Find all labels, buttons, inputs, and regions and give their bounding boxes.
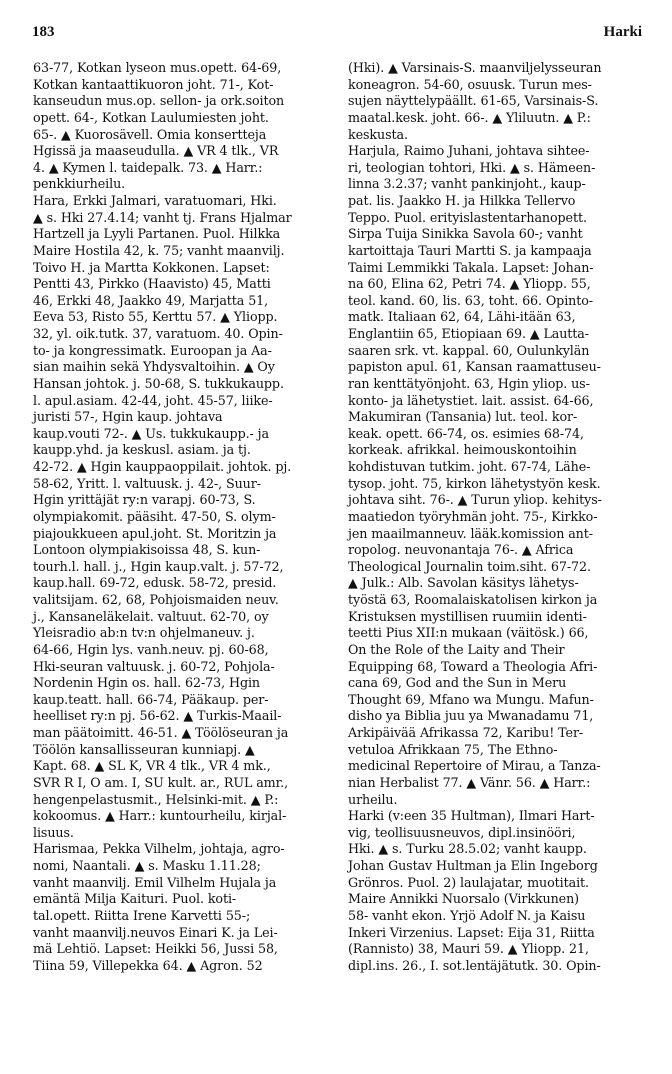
- text-line: Lontoon olympiakisoissa 48, S. kun-: [33, 542, 261, 558]
- text-line: teol. kand. 60, lis. 63, toht. 66. Opinto-: [348, 292, 593, 308]
- page-header: [32, 24, 642, 46]
- text-line: korkeak. afrikkal. heimouskontoihin: [348, 442, 577, 458]
- text-line: Harjula, Raimo Juhani, johtava sihtee-: [348, 143, 590, 159]
- text-line: 58-62, Yritt. l. valtuusk. j. 42-, Suur-: [33, 475, 261, 491]
- text-line: Kristuksen mystillisen ruumiin identi-: [348, 608, 587, 624]
- text-line: 46, Erkki 48, Jaakko 49, Marjatta 51,: [33, 292, 269, 308]
- text-line: 4. ▲ Kymen l. taidepalk. 73. ▲ Harr.:: [33, 159, 263, 175]
- text-line: Nordenin Hgin os. hall. 62-73, Hgin: [33, 675, 261, 691]
- text-line: tal.opett. Riitta Irene Karvetti 55-;: [33, 907, 251, 923]
- text-line: man päätoimitt. 46-51. ▲ Töölöseuran ja: [33, 725, 289, 740]
- text-line: penkkiurheilu.: [33, 176, 126, 192]
- text-line: Theological Journalin toim.siht. 67-72.: [348, 558, 591, 574]
- text-line: Hartzell ja Lyyli Partanen. Puol. Hilkka: [33, 226, 281, 242]
- text-line: maatiedon työryhmän joht. 75-, Kirkko-: [348, 508, 598, 524]
- text-line: j., Kansaneläkelait. valtuut. 62-70, oy: [33, 608, 269, 624]
- text-line: lisuus.: [33, 824, 74, 840]
- text-line: On the Role of the Laity and Their: [348, 641, 565, 657]
- running-head: Harki: [603, 24, 642, 40]
- text-line: keskusta.: [348, 126, 408, 142]
- text-line: nian Herbalist 77. ▲ Vänr. 56. ▲ Harr.:: [348, 774, 591, 790]
- text-line: heelliset ry:n pj. 56-62. ▲ Turkis-Maail-: [33, 708, 282, 724]
- text-line: Hansan johtok. j. 50-68, S. tukkukaupp.: [33, 375, 284, 391]
- text-line: Equipping 68, Toward a Theologia Afri-: [348, 658, 598, 674]
- text-line: cana 69, God and the Sun in Meru: [348, 675, 567, 691]
- text-line: 32, yl. oik.tutk. 37, varatuom. 40. Opin-: [33, 326, 283, 341]
- text-line: kartoittaja Tauri Martti S. ja kampaaja: [348, 242, 592, 258]
- left-column: [33, 60, 323, 974]
- text-line: Tiina 59, Villepekka 64. ▲ Agron. 52: [33, 957, 263, 973]
- text-line: SVR R I, O am. I, SU kult. ar., RUL amr.,: [33, 774, 289, 790]
- text-line: olympiakomit. pääsiht. 47-50, S. olym-: [33, 508, 276, 524]
- text-line: 65-. ▲ Kuorosävell. Omia konsertteja: [33, 126, 267, 142]
- text-line: maatal.kesk. joht. 66-. ▲ Yliluutn. ▲ P.:: [348, 109, 591, 125]
- text-line: keak. opett. 66-74, os. esimies 68-74,: [348, 425, 584, 441]
- text-line: Arkipäivää Afrikassa 72, Karibu! Ter-: [348, 725, 584, 740]
- text-line: Inkeri Virzenius. Lapset: Eija 31, Riitta: [348, 924, 595, 940]
- text-line: kaupp.yhd. ja keskusl. asiam. ja tj.: [33, 442, 251, 458]
- text-line: opett. 64-, Kotkan Laulumiesten joht.: [33, 109, 269, 125]
- text-line: Hgin yrittäjät ry:n varapj. 60-73, S.: [33, 492, 256, 508]
- text-line: tourh.l. hall. j., Hgin kaup.valt. j. 57-72,: [33, 558, 284, 574]
- text-line: Hki-seuran valtuusk. j. 60-72, Pohjola-: [33, 658, 275, 674]
- text-line: linna 3.2.37; vanht pankinjoht., kaup-: [348, 176, 586, 192]
- text-line: Teppo. Puol. erityislastentarhanopett.: [348, 209, 587, 225]
- text-line: piajoukkueen apul.joht. St. Moritzin ja: [33, 525, 277, 541]
- text-line: kaup.teatt. hall. 66-74, Pääkaup. per-: [33, 691, 269, 707]
- text-line: Makumiran (Tansania) lut. teol. kor-: [348, 409, 578, 425]
- text-line: johtava siht. 76-. ▲ Turun yliop. kehitys-: [348, 492, 602, 508]
- text-line: ri, teologian tohtori, Hki. ▲ s. Hämeen-: [348, 159, 596, 175]
- text-line: Pentti 43, Pirkko (Haavisto) 45, Matti: [33, 276, 271, 292]
- text-line: Maire Annikki Nuorsalo (Virkkunen): [348, 891, 579, 907]
- text-line: valitsijam. 62, 68, Pohjoismaiden neuv.: [33, 592, 279, 607]
- text-line: (Rannisto) 38, Mauri 59. ▲ Yliopp. 21,: [348, 941, 589, 957]
- text-line: ran kenttätyönjoht. 63, Hgin yliop. us-: [348, 375, 590, 391]
- text-line: 64-66, Hgin lys. vanh.neuv. pj. 60-68,: [33, 641, 269, 657]
- text-line: Hara, Erkki Jalmari, varatuomari, Hki.: [33, 193, 277, 208]
- text-line: 58- vanht ekon. Yrjö Adolf N. ja Kaisu: [348, 907, 586, 923]
- text-line: Hki. ▲ s. Turku 28.5.02; vanht kaupp.: [348, 841, 587, 857]
- text-line: teetti Pius XII:n mukaan (väitösk.) 66,: [348, 625, 589, 641]
- text-line: mä Lehtiö. Lapset: Heikki 56, Jussi 58,: [33, 941, 278, 957]
- text-line: vig, teollisuusneuvos, dipl.insinööri,: [348, 824, 576, 840]
- text-line: dipl.ins. 26., I. sot.lentäjätutk. 30. Opin-: [348, 957, 601, 973]
- text-line: kaup.vouti 72-. ▲ Us. tukkukaupp.- ja: [33, 425, 269, 441]
- text-line: koneagron. 54-60, osuusk. Turun mes-: [348, 76, 592, 92]
- text-line: Hgissä ja maaseudulla. ▲ VR 4 tlk., VR: [33, 143, 279, 159]
- text-line: 42-72. ▲ Hgin kauppaoppilait. johtok. pj.: [33, 459, 292, 474]
- text-line: medicinal Repertoire of Mirau, a Tanza-: [348, 758, 601, 774]
- text-line: sujen näyttelypäällt. 61-65, Varsinais-S.: [348, 93, 599, 109]
- text-line: ▲ s. Hki 27.4.14; vanht tj. Frans Hjalmar: [33, 209, 292, 225]
- text-line: vetuloa Afrikkaan 75, The Ethno-: [348, 741, 558, 757]
- text-line: hengenpelastusmit., Helsinki-mit. ▲ P.:: [33, 791, 279, 807]
- page-number: 183: [32, 24, 55, 40]
- text-line: ▲ Julk.: Alb. Savolan käsitys lähetys-: [348, 575, 579, 591]
- text-line: Kotkan kantaattikuoron joht. 71-, Kot-: [33, 76, 274, 92]
- text-line: Englantiin 65, Etiopiaan 69. ▲ Lautta-: [348, 326, 589, 341]
- text-line: juristi 57-, Hgin kaup. johtava: [33, 409, 223, 425]
- text-line: Harismaa, Pekka Vilhelm, johtaja, agro-: [33, 841, 285, 857]
- text-line: Thought 69, Mfano wa Mungu. Mafun-: [348, 691, 594, 707]
- text-line: kokoomus. ▲ Harr.: kuntourheilu, kirjal-: [33, 808, 287, 824]
- text-line: kanseudun mus.op. sellon- ja ork.soiton: [33, 93, 285, 109]
- text-line: saaren srk. vt. kappal. 60, Oulunkylän: [348, 342, 590, 358]
- text-line: sian maihin sekä Yhdysvaltoihin. ▲ Oy: [33, 359, 275, 375]
- text-line: 63-77, Kotkan lyseon mus.opett. 64-69,: [33, 60, 282, 75]
- text-line: urheilu.: [348, 791, 398, 807]
- text-line: Taimi Lemmikki Takala. Lapset: Johan-: [348, 259, 594, 275]
- text-line: (Hki). ▲ Varsinais-S. maanviljelysseuran: [348, 60, 602, 75]
- text-line: disho ya Biblia juu ya Mwanadamu 71,: [348, 708, 594, 724]
- text-line: tysop. joht. 75, kirkon lähetystyön kesk.: [348, 475, 601, 491]
- text-line: to- ja kongressimatk. Euroopan ja Aa-: [33, 342, 272, 358]
- text-line: kohdistuvan tutkim. joht. 67-74, Lähe-: [348, 459, 591, 474]
- text-line: Eeva 53, Risto 55, Kerttu 57. ▲ Yliopp.: [33, 309, 278, 325]
- text-line: vanht maanvilj. Emil Vilhelm Hujala ja: [33, 874, 277, 890]
- text-line: Harki (v:een 35 Hultman), Ilmari Hart-: [348, 808, 595, 824]
- right-column: [348, 60, 638, 974]
- text-line: Kapt. 68. ▲ SL K, VR 4 tlk., VR 4 mk.,: [33, 758, 271, 774]
- text-line: nomi, Naantali. ▲ s. Masku 1.11.28;: [33, 858, 261, 873]
- text-line: vanht maanvilj.neuvos Einari K. ja Lei-: [33, 924, 278, 940]
- text-line: jen maailmanneuv. lääk.komission ant-: [348, 525, 593, 541]
- text-line: papiston apul. 61, Kansan raamattuseu-: [348, 359, 601, 375]
- text-line: pat. lis. Jaakko H. ja Hilkka Tellervo: [348, 193, 576, 208]
- text-line: Töölön kansallisseuran kunniapj. ▲: [33, 741, 255, 757]
- text-line: emäntä Milja Kaituri. Puol. koti-: [33, 891, 237, 907]
- text-line: Sirpa Tuija Sinikka Savola 60-; vanht: [348, 226, 583, 242]
- text-line: ropolog. neuvonantaja 76-. ▲ Africa: [348, 542, 574, 558]
- text-line: Johan Gustav Hultman ja Elin Ingeborg: [348, 858, 598, 873]
- text-line: Yleisradio ab:n tv:n ohjelmaneuv. j.: [33, 625, 255, 641]
- text-line: työstä 63, Roomalaiskatolisen kirkon ja: [348, 592, 598, 607]
- text-line: l. apul.asiam. 42-44, joht. 45-57, liike-: [33, 392, 273, 408]
- text-line: Toivo H. ja Martta Kokkonen. Lapset:: [33, 259, 270, 275]
- text-line: Maire Hostila 42, k. 75; vanht maanvilj.: [33, 242, 285, 258]
- text-line: konto- ja lähetystiet. lait. assist. 64-66,: [348, 392, 594, 408]
- text-line: matk. Italiaan 62, 64, Lähi-itään 63,: [348, 309, 576, 325]
- text-line: Grönros. Puol. 2) laulajatar, muotitait.: [348, 874, 589, 890]
- text-line: kaup.hall. 69-72, edusk. 58-72, presid.: [33, 575, 277, 591]
- text-line: na 60, Elina 62, Petri 74. ▲ Yliopp. 55,: [348, 276, 591, 292]
